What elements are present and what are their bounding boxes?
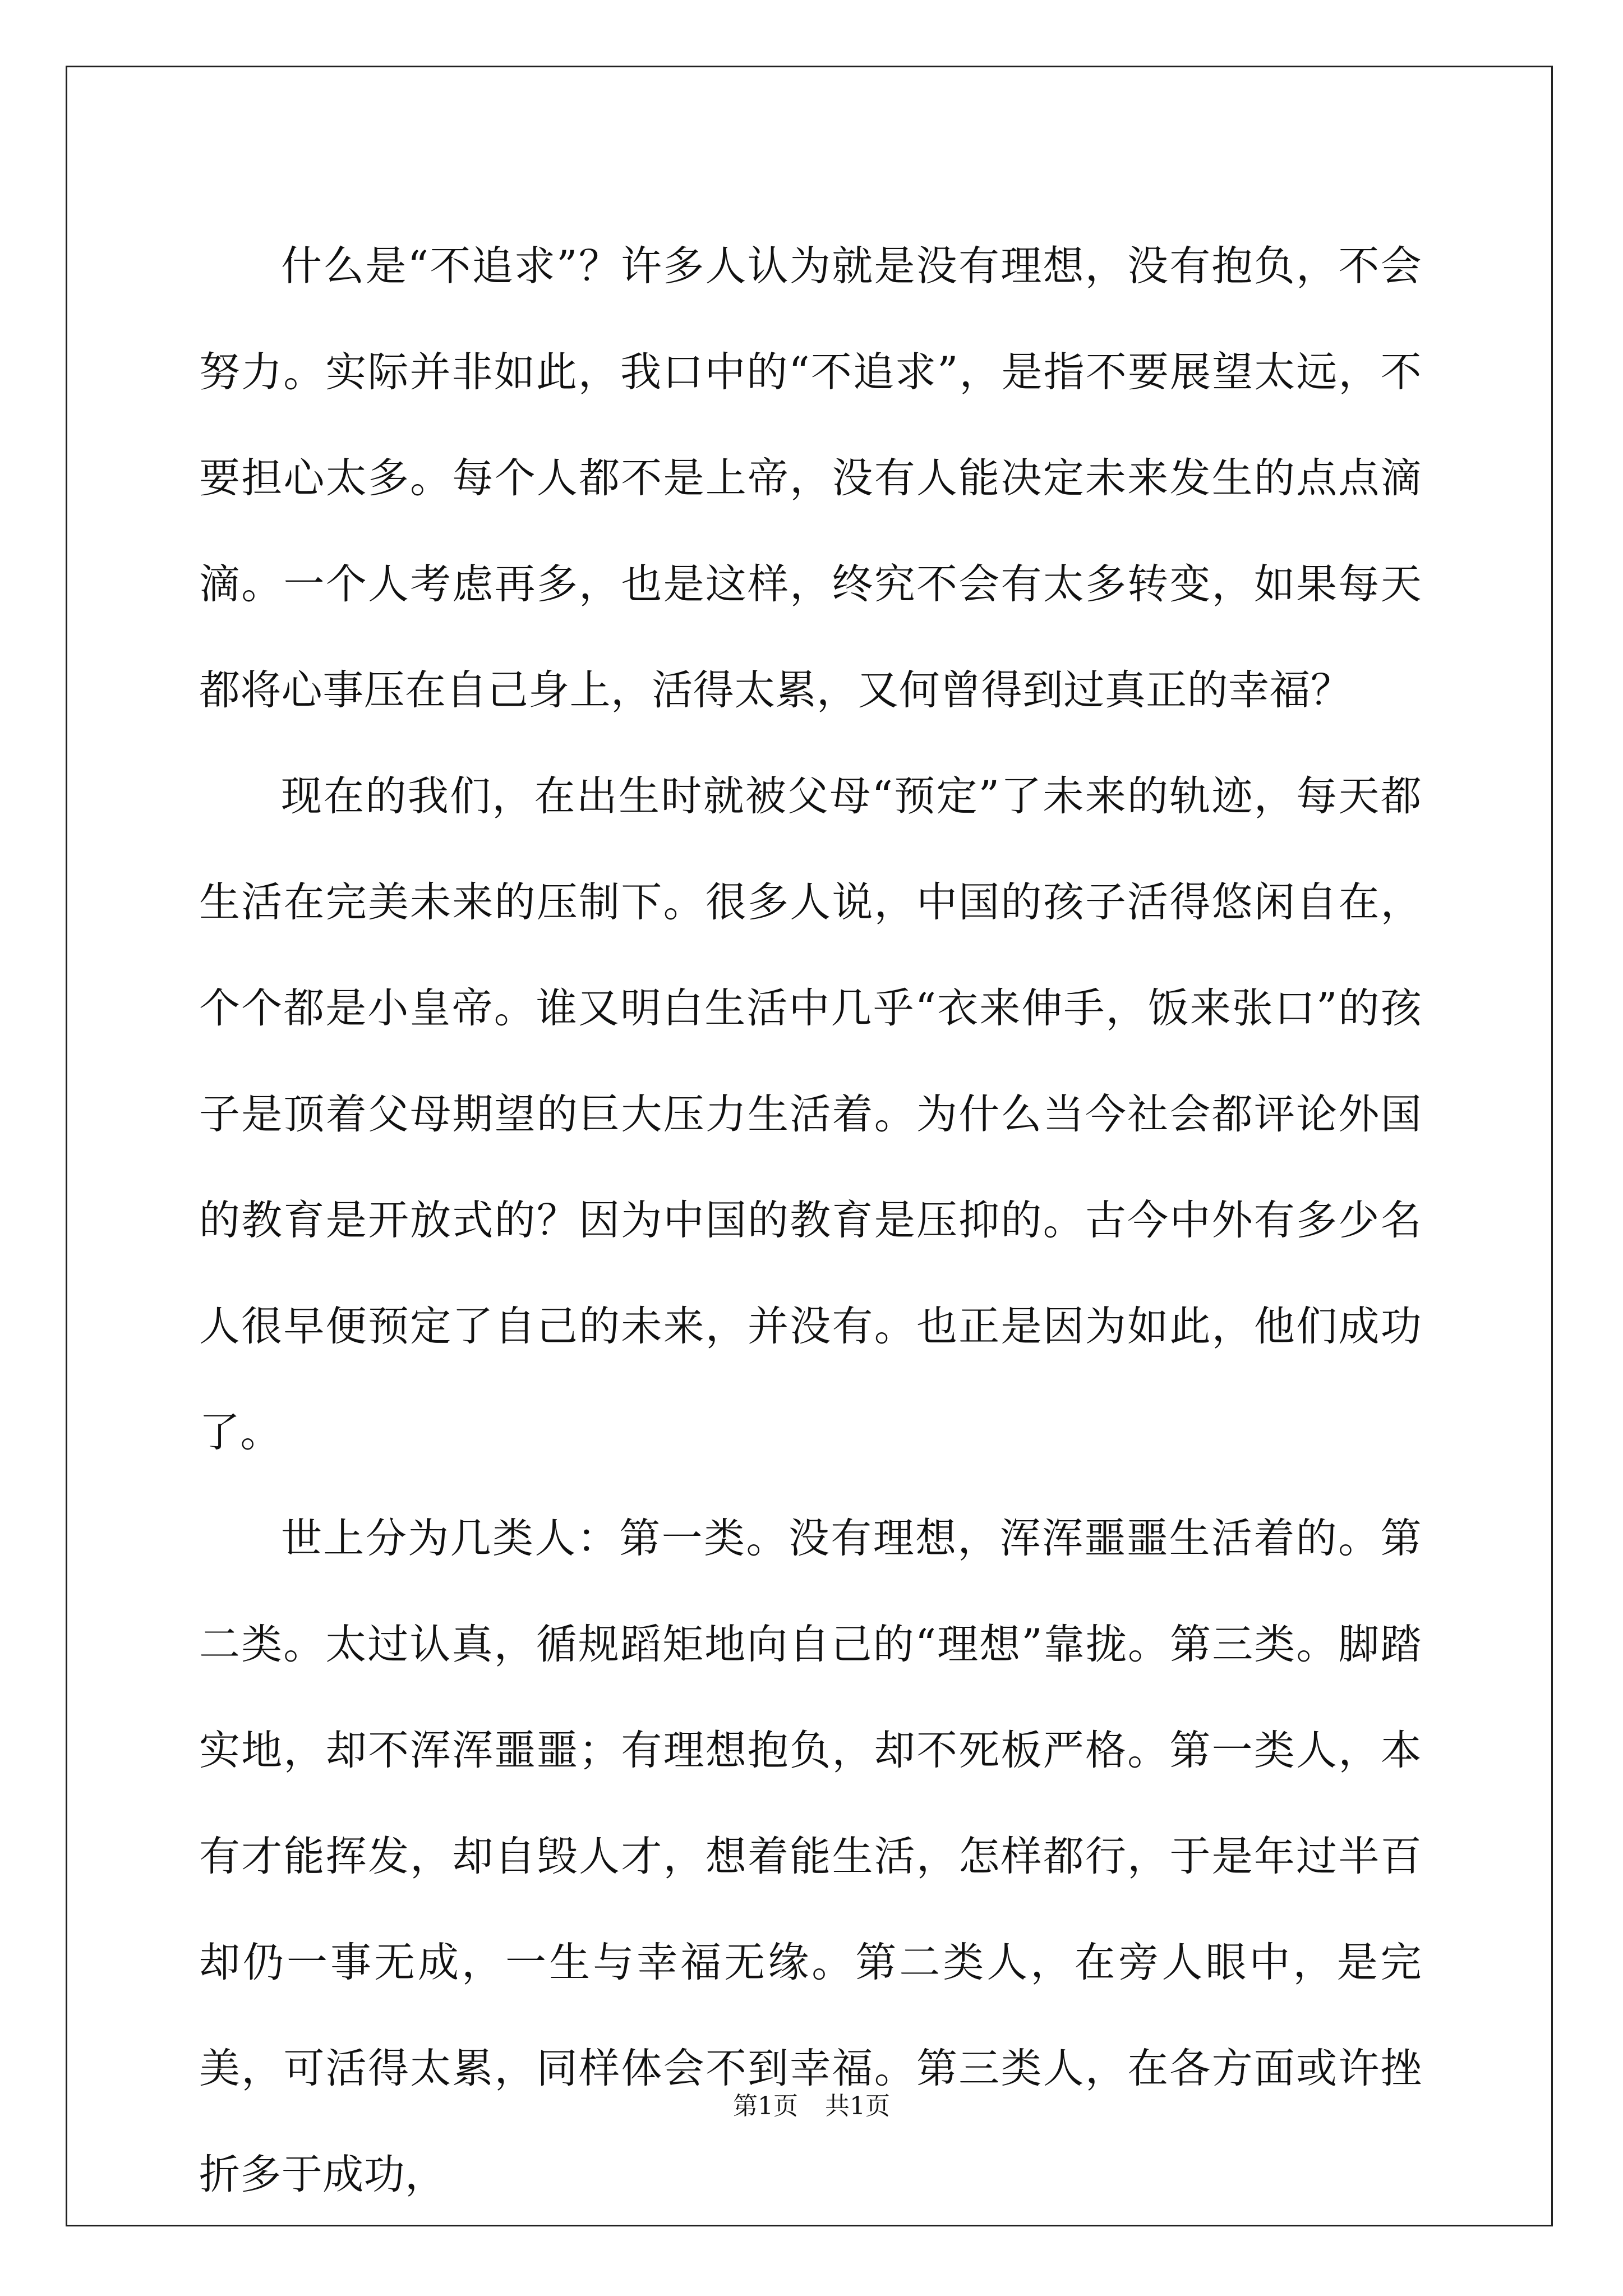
page-count: 共1页 [825, 2092, 890, 2120]
paragraph-2: 现在的我们，在出生时就被父母“预定”了未来的轨迹，每天都生活在完美未来的压制下。很多人说，中国的孩子活得悠闲自在，个个都是小皇帝。谁又明白生活中几乎“衣来伸手，饭来张口”的孩子是顶着父母期望的巨大压力生活着。为什么当今社会都评论外国的教育是开放式的？因为中国的教育是压抑的。古今中外有多少名人很早便预定了自己的未来，并没有。也正是因为如此，他们成功了。 [199, 772, 1422, 1456]
paragraph-1: 什么是“不追求”？许多人认为就是没有理想，没有抱负，不会努力。实际并非如此，我口中的“不追求”，是指不要展望太远，不要担心太多。每个人都不是上帝，没有人能决定未来发生的点点滴滴。一个人考虑再多，也是这样，终究不会有太多转变，如果每天都将心事压在自己身上，活得太累，又何曾得到过真正的幸福？ [199, 242, 1422, 714]
page-footer [0, 2090, 1623, 2123]
paragraph-3: 世上分为几类人：第一类。没有理想，浑浑噩噩生活着的。第二类。太过认真，循规蹈矩地向自己的“理想”靠拢。第三类。脚踏实地，却不浑浑噩噩；有理想抱负，却不死板严格。第一类人，本有才能挥发，却自毁人才，想着能生活，怎样都行，于是年过半百却仍一事无成，一生与幸福无缘。第二类人，在旁人眼中，是完美，可活得太累，同样体会不到幸福。第三类人，在各方面或许挫折多于成功， [199, 1515, 1422, 2198]
page-number: 第1页 [733, 2092, 798, 2120]
document-body [199, 213, 1422, 2228]
